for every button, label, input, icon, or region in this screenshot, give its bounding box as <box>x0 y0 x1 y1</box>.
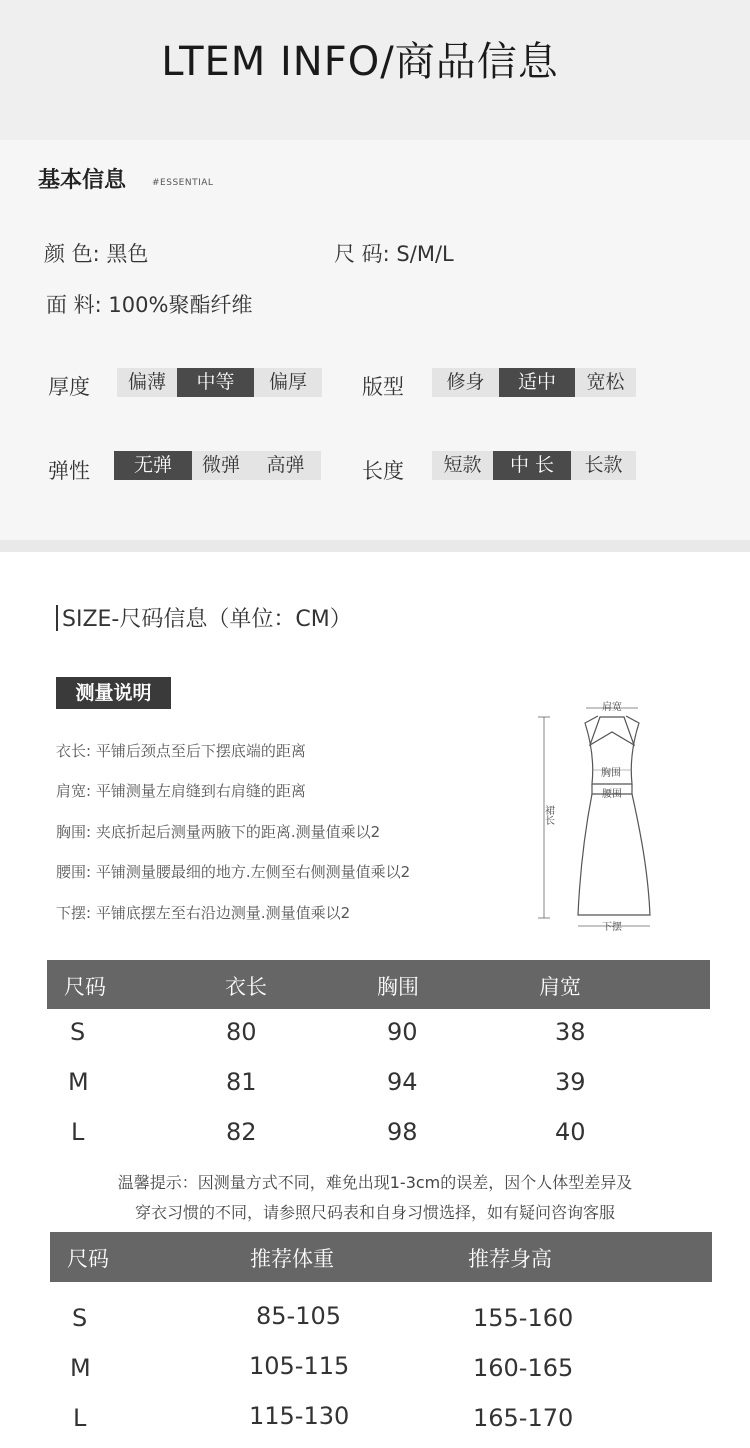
measure-note: 下摆: 平铺底摆左至右沿边测量.测量值乘以2 <box>56 904 351 922</box>
reminder-line-1: 温馨提示：因测量方式不同，难免出现1-3cm的误差，因个人体型差异及 <box>117 1173 633 1192</box>
size-cell: S <box>72 1304 88 1332</box>
recommend-table-header-cell: 推荐身高 <box>468 1247 552 1271</box>
recommend-table-header-cell: 尺码 <box>67 1247 109 1271</box>
shoulder-cell: 38 <box>555 1018 586 1046</box>
chest-cell: 90 <box>387 1018 418 1046</box>
section-divider <box>0 540 750 552</box>
size-cell: M <box>70 1354 91 1382</box>
measure-heading: 测量说明 <box>56 677 171 709</box>
shoulder-cell: 40 <box>555 1118 586 1146</box>
length-cell: 80 <box>226 1018 257 1046</box>
dress-outline <box>578 716 650 915</box>
size-attr: 尺 码: S/M/L <box>334 242 454 266</box>
recommend-table-row <box>0 1302 750 1334</box>
weight-cell: 105-115 <box>249 1352 350 1380</box>
waist-diagram-label: 腰围 <box>602 789 622 800</box>
size-cell: M <box>68 1068 89 1096</box>
basic-info-heading-sub: #ESSENTIAL <box>152 178 214 188</box>
height-cell: 155-160 <box>473 1304 574 1332</box>
fit-option-selected: 适中 <box>499 368 575 397</box>
fabric-attr: 面 料: 100%聚酯纤维 <box>46 293 253 317</box>
length-cell: 82 <box>226 1118 257 1146</box>
elasticity-option-selected: 无弹 <box>114 451 192 480</box>
thickness-option-selected: 中等 <box>177 368 254 397</box>
chest-cell: 94 <box>387 1068 418 1096</box>
measure-note: 腰围: 平铺测量腰最细的地方.左侧至右侧测量值乘以2 <box>56 863 411 881</box>
fit-option: 修身 <box>446 371 485 393</box>
length-cell: 81 <box>226 1068 257 1096</box>
length-label: 长度 <box>362 459 404 483</box>
height-cell: 165-170 <box>473 1404 574 1432</box>
fit-rating <box>432 368 636 397</box>
recommend-table-row <box>0 1352 750 1384</box>
measure-note: 肩宽: 平铺测量左肩缝到右肩缝的距离 <box>56 782 306 800</box>
weight-cell: 85-105 <box>256 1302 342 1330</box>
size-table-header-cell: 尺码 <box>64 975 106 999</box>
length-option-selected: 中 长 <box>493 451 571 480</box>
measure-note: 衣长: 平铺后颈点至后下摆底端的距离 <box>56 742 306 760</box>
recommend-table-row <box>0 1402 750 1434</box>
shoulder-cell: 39 <box>555 1068 586 1096</box>
size-cell: L <box>71 1118 85 1146</box>
height-cell: 160-165 <box>473 1354 574 1382</box>
shoulder-diagram-label: 肩宽 <box>602 702 622 713</box>
size-cell: S <box>70 1018 86 1046</box>
page-title: LTEM INFO/商品信息 <box>161 39 559 85</box>
length-option: 长款 <box>584 454 623 476</box>
size-table-header <box>47 960 710 1009</box>
size-table-header-cell: 胸围 <box>377 975 419 999</box>
fit-label: 版型 <box>362 375 404 399</box>
measure-note: 胸围: 夹底折起后测量两腋下的距离.测量值乘以2 <box>56 823 381 841</box>
size-section-title-text: SIZE-尺码信息（单位：CM） <box>62 607 352 632</box>
elasticity-option: 高弹 <box>266 454 305 476</box>
recommend-table-header-cell: 推荐体重 <box>250 1247 334 1271</box>
thickness-rating <box>117 368 322 397</box>
length-diagram-label: 裙长 <box>542 805 554 825</box>
color-attr: 颜 色: 黑色 <box>44 242 149 266</box>
dress-diagram <box>530 690 680 935</box>
length-rating <box>432 451 636 480</box>
elasticity-label: 弹性 <box>48 459 90 483</box>
fit-option: 宽松 <box>586 371 625 393</box>
title-bar <box>56 605 58 631</box>
chest-diagram-label: 胸围 <box>601 768 621 779</box>
reminder-line-2: 穿衣习惯的不同，请参照尺码表和自身习惯选择，如有疑问咨询客服 <box>134 1203 615 1222</box>
basic-info-heading: 基本信息 <box>38 168 127 193</box>
elasticity-option: 微弹 <box>201 454 240 476</box>
size-table-header-cell: 肩宽 <box>539 975 581 999</box>
size-table-row <box>0 1018 750 1048</box>
thickness-option: 偏薄 <box>127 371 166 393</box>
elasticity-rating <box>114 451 321 480</box>
size-table-header-cell: 衣长 <box>225 975 267 999</box>
weight-cell: 115-130 <box>249 1402 350 1430</box>
size-table-row <box>0 1118 750 1148</box>
thickness-option: 偏厚 <box>268 371 307 393</box>
hem-diagram-label: 下摆 <box>602 922 622 933</box>
chest-cell: 98 <box>387 1118 418 1146</box>
size-cell: L <box>73 1404 87 1432</box>
thickness-label: 厚度 <box>48 375 90 399</box>
size-table-row <box>0 1068 750 1098</box>
size-section-title <box>56 602 352 633</box>
length-option: 短款 <box>443 454 482 476</box>
recommend-table-header <box>50 1232 712 1282</box>
